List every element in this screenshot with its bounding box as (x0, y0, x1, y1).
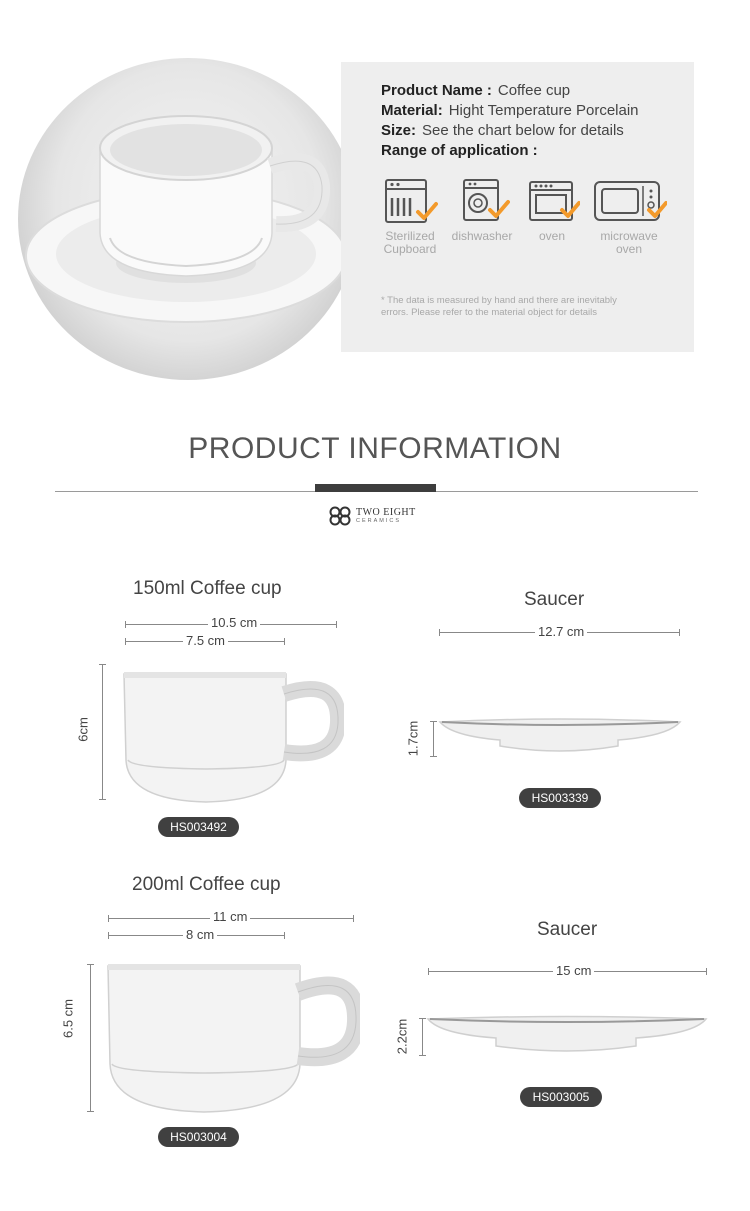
application-label-line1: oven (538, 229, 566, 243)
product-name-value: Coffee cup (497, 82, 571, 99)
cup-label: 150ml Coffee cup (133, 578, 282, 599)
size-line (381, 122, 624, 139)
application-microwave-oven (588, 178, 670, 256)
cup-product-code: HS003004 (158, 1127, 239, 1147)
application-label-line1: dishwasher (451, 229, 513, 243)
saucer-150-image (426, 1014, 708, 1056)
saucer-label: Saucer (524, 589, 585, 610)
material-label: Material: (381, 102, 443, 119)
range-line (381, 142, 544, 159)
cup-outer-width: 10.5 cm (208, 615, 260, 630)
saucer-127-image (438, 716, 683, 758)
range-label: Range of application : (381, 142, 538, 159)
application-label-line1: Sterilized (385, 229, 435, 243)
product-name-line (381, 82, 570, 99)
cup-inner-width: 7.5 cm (183, 633, 228, 648)
brand-name: TWO EIGHT (356, 506, 416, 518)
cup-outer-width: 11 cm (210, 909, 250, 924)
oven-icon (524, 178, 580, 226)
application-oven (511, 178, 593, 243)
saucer-height: 1.7cm (405, 720, 421, 757)
section-title: PRODUCT INFORMATION (188, 432, 562, 465)
saucer-label: Saucer (537, 919, 598, 940)
application-sterilized-cupboard (369, 178, 451, 256)
application-label-line2: oven (615, 242, 643, 256)
microwave-oven-icon (591, 178, 667, 226)
saucer-height-line (433, 721, 434, 757)
material-value: Hight Temperature Porcelain (448, 102, 639, 119)
saucer-height: 2.2cm (394, 1018, 410, 1055)
saucer-width: 15 cm (553, 963, 594, 978)
brand-subtitle: CERAMICS (356, 517, 402, 524)
saucer-width: 12.7 cm (535, 624, 587, 639)
application-label-line1: microwave (600, 229, 658, 243)
saucer-product-code: HS003339 (519, 788, 601, 808)
brand-logo (328, 506, 416, 526)
coffee-cup-200-image (102, 960, 360, 1116)
size-value: See the chart below for details (422, 122, 624, 139)
brand-logo-icon (328, 506, 352, 526)
saucer-product-code: HS003005 (520, 1087, 602, 1107)
measurement-note: * The data is measured by hand and there are inevitably errors. Please refer to the material object for details (381, 295, 617, 318)
sterilized-cupboard-icon (382, 178, 438, 226)
cup-height: 6.5 cm (60, 999, 76, 1039)
cup-height-line (90, 964, 91, 1112)
material-line (381, 102, 639, 119)
cup-height-line (102, 664, 103, 800)
title-accent-bar (315, 484, 436, 492)
cup-height: 6cm (75, 717, 91, 742)
cup-product-code: HS003492 (158, 817, 239, 837)
cup-inner-width: 8 cm (183, 927, 217, 942)
size-label: Size: (381, 122, 417, 139)
dishwasher-icon (454, 178, 510, 226)
cup-label: 200ml Coffee cup (132, 874, 281, 895)
product-name-label: Product Name : (381, 82, 492, 99)
hero-product-photo (18, 58, 358, 380)
coffee-cup-150-image (118, 668, 344, 808)
saucer-height-line (422, 1018, 423, 1056)
spec-panel (341, 62, 694, 352)
application-label-line2: Cupboard (383, 242, 437, 256)
